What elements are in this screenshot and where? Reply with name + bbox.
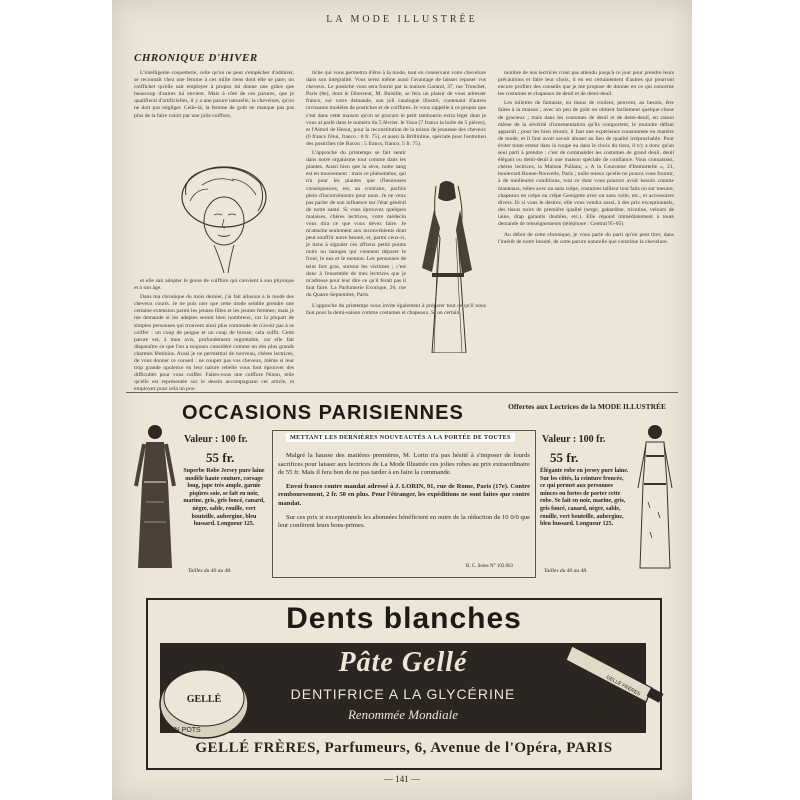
paragraph: tiche qui vous permettra d'être à la mode, tout en conservant votre chevelure dans son intégralité. Vous serez même aussi l'avantage de laisser reposer vos cheveux. Le postiche vous sera fourni par la maison Garand, 37, rue Tronchet, Paris (8e), dont le Directeur, M. Baisille, se fera un plaisir de vous adresser franco, sur votre demande, son joli catalogue illustré, contenant d'autres ravissants modèles de postiches et de coiffures. Je vous rappelle à ce propos que c'est dans cette maison qu'on se procure le petit tambourin extra léger dont je vous ai parlé dans le numéro du 5 février. le Vaoa (7 francs la boîte de 5 pièces), et l'Aimol de Henut, pour la reconstitution de la toison de jeunesse des cheveux (6 francs l'étui, franco : 8 fr. 75), et aussi la Brillinline, spéciale pour l'entretien des postiches (de Bacon : 5 francs, franco, 5 fr. 75). [306, 70, 486, 147]
paragraph: L'approche du printemps nous invite également à préparer tout ce qu'il nous faut pour la demi-saison comme costumes et chapeaux. Si un certain [306, 303, 486, 317]
tube-label: EN TUBES [586, 713, 621, 720]
column-3 [498, 70, 674, 248]
advert-maker: GELLÉ FRÈRES, Parfumeurs, 6, Avenue de l'Opéra, PARIS [195, 740, 613, 756]
left-sizes: Tailles du 40 au 48. [188, 568, 232, 574]
paragraph: L'intelligente coquetterie, celle qu'on ne peut s'empêcher d'admirer, se reconnaît chez une femme à ces mille riens dont elle se pare; un coiffichet qu'elle sait employer à propos lui donne une grâce que beaucoup d'autres lui envient. Mais à côté de ces parures, que je qualifierai d'artificielles, il y a une parure naturelle, la chevelure, qu'on ne doit pas négliger. Celle-là, la femme de goût ne manque pas pas plus de la faire valoir par une jolie coiffure, [134, 70, 294, 119]
magazine-page [112, 0, 692, 800]
left-dress-figure [134, 422, 176, 572]
advert-tagline: DENTIFRICE A LA GLYCÉRINE [290, 686, 516, 702]
paragraph: L'approche du printemps se fait sentir dans notre organisme tout comme dans les plantes. Aussi bien que la sève, notre sang est en mouvement : mais ce phénomène, qui n'a pour les plantes que d'heureuses conséquences, est, au contraire, parfois plein d'inconvénients pour nous. Je ne veux pas parler de son influence sur l'état général de notre santé. Si vous éprouvez quelques malaises, chères lectrices, votre médecin vous dira ce que vous devez faire. Je m'attache seulement aux inconvénients dont peut souffrir notre beauté, et, parmi ceux-ci, je tiens à signaler ces affreux petits points noirs ou lanuges qui viennent déparer le front, le nez et le menton. Les personnes de teint fort gras, surtout les victimes ; c'est donc à l'ensemble de mes lectrices que je m'adresse pour leur dire ce qu'il ferait pas il faut faire. La Parfumerie Exotique, 26, rue du Quatre-Septembre, Paris. [306, 150, 406, 298]
occasions-offer: Offertes aux Lectrices de la MODE ILLUSTRÉE [508, 402, 666, 411]
left-description: Superbe Robe Jersey pure laine modèle haute couture, corsage long, jupe très ample, garnie piqûres soie, se fait en noir, marine, gris, gris foncé, canard, nègre, sable, rouille, vert bouteille, aubergine, bleu hussard. Longueur 125. [183, 468, 265, 528]
left-price: 55 fr. [206, 450, 235, 465]
right-description: Élégante robe en jersey pure laine. Sur les côtés, la ceinture froncée, ce qui permet aux personnes minces ou fortes de porter cette robe. Se fait en noir, marine, gris, gris foncé, canard, nègre, sable, rouille, vert bouteille, aubergine, bleu hussard. Longueur 125. [540, 468, 629, 528]
woman-portrait-illustration [162, 155, 282, 275]
paragraph: et elle sait adopter le genre de coiffure qui convient à son physique et à son âge. [134, 278, 294, 292]
left-valeur: Valeur : 100 fr. [184, 434, 248, 445]
column-1-continued [134, 278, 294, 396]
right-sizes: Tailles du 40 au 48. [544, 568, 588, 574]
pate-gelle-advert [146, 598, 662, 770]
occasions-paragraph: Envoi franco contre mandat adressé à J. LORIN, 91, rue de Rome, Paris (17e). Contre remboursement, 2 fr. 50 en plus. Pour l'étranger, les expéditions ne sont faites que contre mandat. [278, 482, 530, 507]
right-dress-figure [634, 422, 676, 572]
advert-renown: Renommée Mondiale [347, 707, 459, 722]
advert-brand: Pâte Gellé [338, 647, 468, 678]
svg-text:GELLÉ: GELLÉ [186, 694, 222, 705]
paragraph: Dans ma chronique du mois dernier, j'ai fait allusion à la mode des cheveux courts. Je ne puis nier que cette mode semble prendre une certaine extension parmi les jeunes filles et les jeunes femmes; mais je me demande si les adeptes seront bien nombreux, car la plupart de simples personnes qui trouvent ainsi plus commode de n'avoir pas à se coiffer : un coup de peigne et un coup de brosse, cela suffit. Cette parure est, à mon avis, profondément regrettable, car elle fait disparaître ce que l'on a toujours considéré comme un des plus grands charmes féminins. Aussi je ne permettrai de nouveau, chères lectrices, de vous donner ce conseil : ne coupez pas vos cheveux, même si leur trop grande opulence en leur nature rebelle vous font éprouver des difficultés pour vous coiffer. Faites-vous une coiffure Ninon, telle qu'elle est représentée sur le dessin accompagnant cet article, et employez pour cela un pos- [134, 294, 294, 393]
occasions-body [278, 452, 530, 536]
right-valeur: Valeur : 100 fr. [542, 434, 606, 445]
occasions-paragraph: Malgré la hausse des matières premières, M. Lorin n'a pas hésité à s'imposer de lourds sacrifices pour laisser aux lectrices de La Mode Illustrée ces jolies robes au prix extraordinaire de 55 fr. Mais il fera bon de ne pas tarder à en faire la commande. [278, 452, 530, 477]
toothpaste-tin-icon [156, 648, 252, 744]
mourning-dress-figure [410, 178, 482, 353]
running-title: LA MODE ILLUSTRÉE [326, 14, 478, 25]
occasions-parisiennes-ad [126, 396, 678, 582]
paragraph: Les toilettes de fantaisie, en tissus de couleur, peuvent, au besoin, être faites à la maison ; avec un peu de goût on obtient facilement quelque chose de gracieux ; mais dans les costumes de deuil et de demi-deuil, en raison même de la sévérité d'ornementation qu'ils comportent, le moindre défaut apparaît ; pour les bien réussir, il faut une expérience consommée en matière de mode, et il faut avoir savoir abuser au lieu de qualité irréprochable. Pour éviter toute erreur dans la coupe ou dans le choix du tissu, il n'y a donc qu'un seul parti à prendre : c'est de commander les costumes de grand deuil, deuil élégant ou demi-deuil à une maison spéciale de confiance. Vous connaissez, chères lectrices, la Maison Pullanz, « A la Couronne d'Immortelle », 21, boulevard Bonne-Nouvelle, Paris ; nulle mieux qu'elle ne pourra vous fournir, à de meilleures conditions, tout ce dont vous pourrez avoir besoin comme manteaux, robes avec ou sans crêpe, costumes tailleur tout faits ou sur mesure, chapeaux en crêpe ou crêpe Georgette avec ou sans voile, etc., et accessoires divers. Et si vous le désirez, elle vous vendra aussi, à des prix exceptionnels, des tissus noirs de première qualité (serge, gabardine, tricotine, velours de laine, drap garantis doubles, etc.). Elle répond immédiatement à toute demande de renseignements (téléphone : Central 95-05). [498, 100, 674, 227]
svg-text:GELLÉ FRÈRES: GELLÉ FRÈRES [605, 674, 642, 698]
occasions-title: OCCASIONS PARISIENNES [182, 402, 464, 424]
column-1 [134, 70, 294, 122]
advert-headline: Dents blanches [286, 602, 522, 635]
paragraph: nombre de nos lectrices n'ont pas attendu jusqu'à ce jour pour prendre leurs précautions et faire leur choix, il en est certainement d'autres qui pourront encore profiter des conseils que je me propose de donner en ce qui concerne les costumes et chapeaux de deuil et de demi-deuil. [498, 70, 674, 98]
section-divider [126, 392, 678, 393]
chronique-title: CHRONIQUE D'HIVER [134, 52, 258, 64]
right-price: 55 fr. [550, 450, 579, 465]
occasions-paragraph: Sur ces prix si exceptionnels les abonnées bénéficient en outre de la réduction de 10 0/0 que leur confèrent leurs bons-primes. [278, 513, 530, 530]
page-number: — 141 — [384, 774, 420, 784]
tin-label: EN POTS [170, 727, 201, 734]
occasions-subtitle: METTANT LES DERNIÈRES NOUVEAUTÉS A LA PORTÉE DE TOUTES [286, 433, 515, 442]
paragraph: Au début de cette chronique, je vous parle du parti qu'on peut tirer, dans l'intérêt de notre beauté, de cette parure naturelle que constitue la chevelure. [498, 232, 674, 246]
occasions-ref: R. C. Seine N° 103.963 [466, 564, 514, 569]
toothpaste-tube-icon [566, 636, 676, 726]
